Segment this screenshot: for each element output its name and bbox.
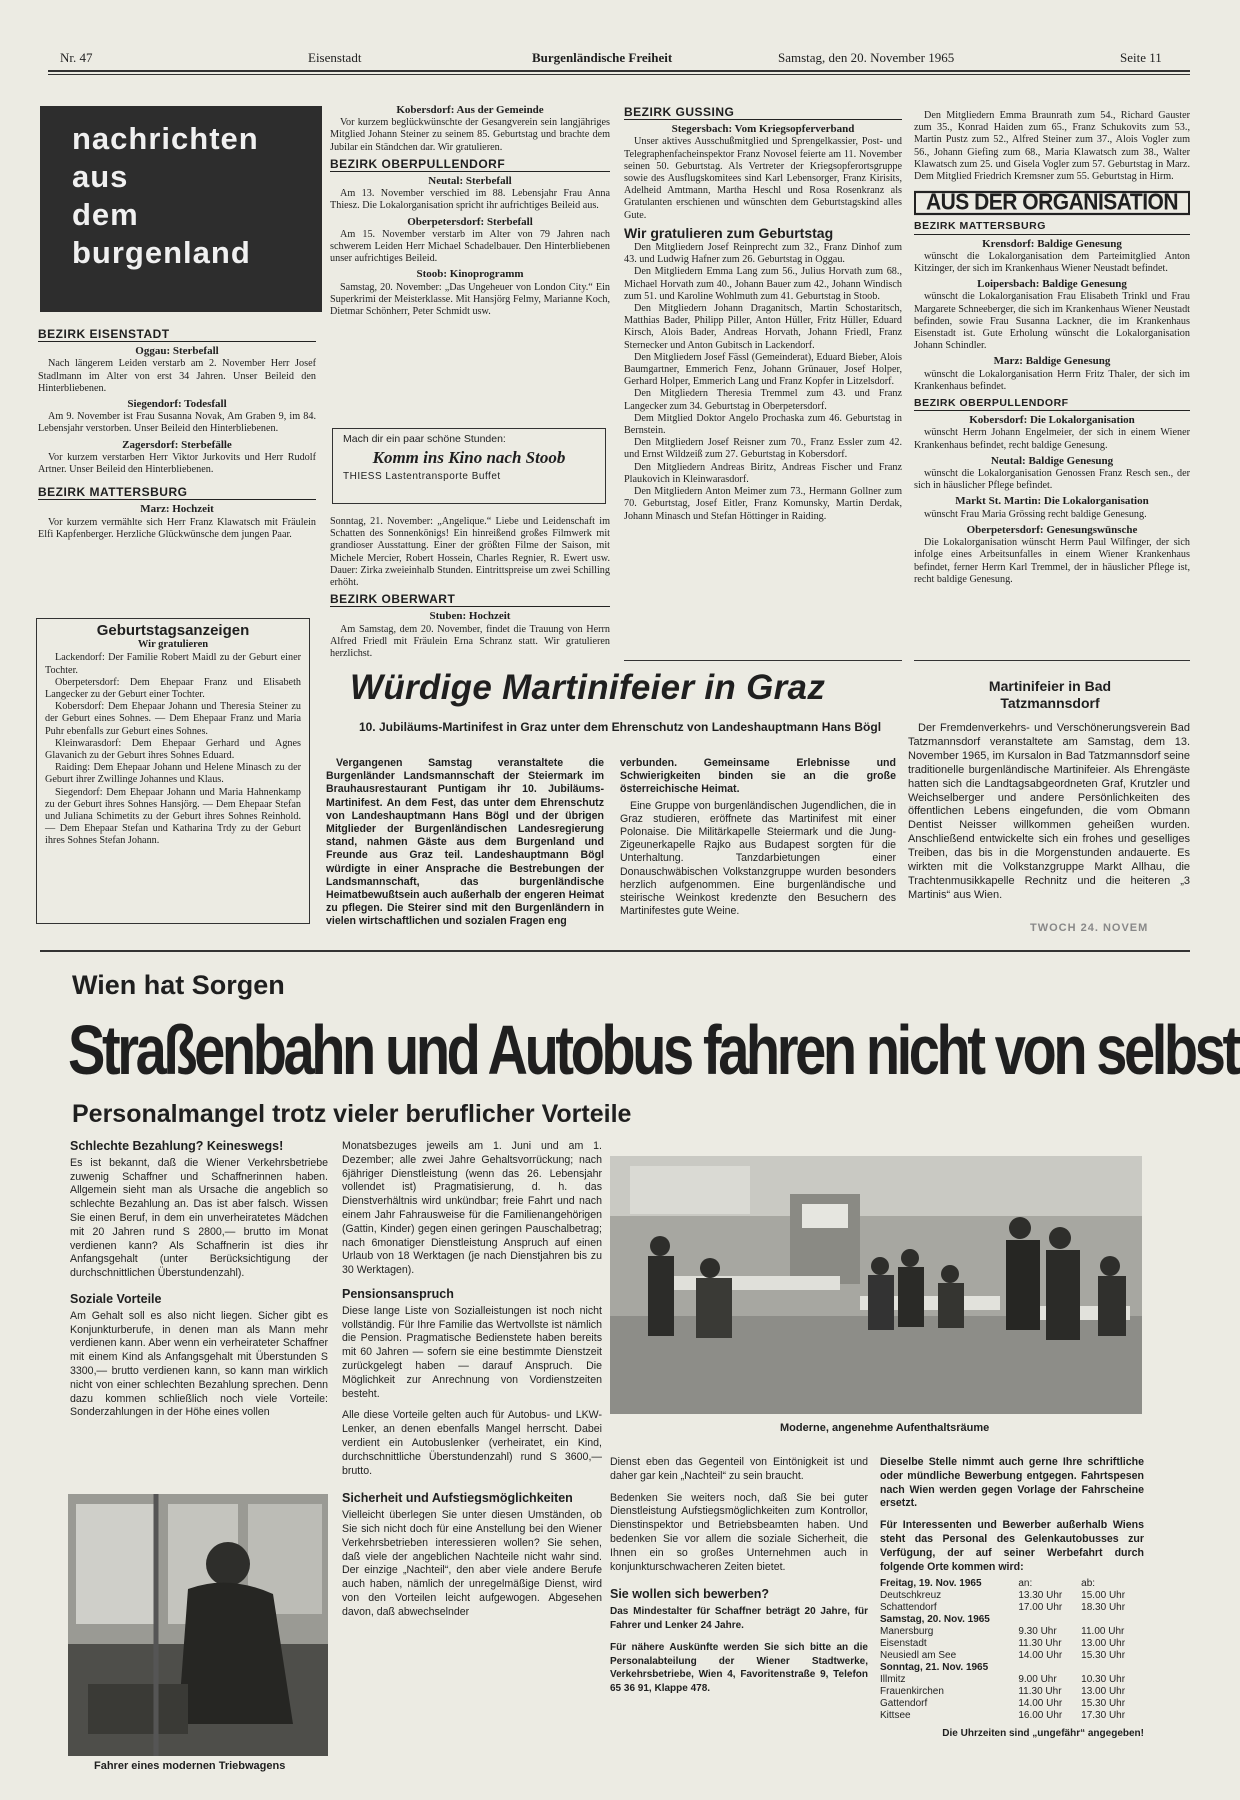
ad-line-3: THIESS Lastentransporte Buffet (343, 471, 501, 482)
schedule-row (880, 1650, 1144, 1662)
section-eisenstadt: BEZIRK EISENSTADT (38, 328, 316, 342)
birth-notices-sub: Wir gratulieren (137, 639, 209, 651)
masthead-line-3: dem (72, 197, 139, 232)
tatz-stamp: TWOCH 24. NOVEM (1030, 922, 1149, 934)
text-interessenten: Für Interessenten und Bewerber außerhalb Wiens steht das Personal des Gelenkautobusses zur Verfügung, der auf seiner Werbefahrt durch folgende Orte kommen wird: (880, 1519, 1144, 1573)
schedule-day: Sonntag, 21. Nov. 1965 (880, 1662, 989, 1674)
text-soziale-vorteile: Am Gehalt soll es also nicht liegen. Sicher gibt es Konjunkturberufe, in denen man als Mann mehr verdienen kann. Aber wenn ein verheirateter Schaffner mit einem Kind als Anfangsgehalt mit Überstunden S 3300,— brutto verdienen kann, so kann man wirklich nicht von einer schlechten Bezahlung sprechen. Denn dazu kommen schließlich noch viele Vorteile: Sonderzahlungen in der Höhe eines vollen (70, 1309, 328, 1419)
schedule-place: Kittsee (880, 1710, 911, 1722)
schedule-day: Samstag, 20. Nov. 1965 (880, 1614, 990, 1626)
heading-oberpetersdorf: Oberpetersdorf: Sterbefall (407, 215, 533, 228)
org-title: AUS DER ORGANISATION (914, 191, 1190, 215)
wien-headline: Straßenbahn und Autobus fahren nicht von selbst (68, 1010, 1238, 1089)
birthday-entry: Dem Mitglied Doktor Angelo Prochaska zum 46. Geburtstag in Bernstein. (624, 412, 902, 437)
column-4 (914, 110, 1190, 586)
heading-siegendorf: Siegendorf: Todesfall (127, 398, 227, 411)
text-col4-top: Den Mitgliedern Emma Braunrath zum 54., Richard Gauster zum 35., Konrad Haiden zum 65., Franz Schukovits zum 53., Martin Pustz zum 52., Alfred Steiner zum 37., Alois Vogler zum 56., Johann Giefing zum 68., Maria Klawatsch zum 38., Walter Klawatsch zum 25. und Gisela Vogler zum 57. Geburtstag in Marz. Dem Mitglied Friedrich Kremsner zum 55. Geburtstag in Hirm. (914, 110, 1190, 183)
schedule-ab: 13.00 Uhr (1081, 1638, 1126, 1650)
schedule-ab: 13.00 Uhr (1081, 1686, 1126, 1698)
schedule-an: 14.00 Uhr (1018, 1698, 1063, 1710)
text-stuben: Am Samstag, dem 20. November, findet die Trauung von Herrn Alfred Friedl mit Fräulein Erna Schranz statt. Wir gratulieren herzlichst. (330, 623, 610, 660)
graz-left-text: Vergangenen Samstag veranstaltete die Burgenländer Landsmannschaft der Steiermark im Brauhausrestaurant Puntigam ihr 10. Jubiläums-Martinifest. An dem Fest, das unter dem Ehrenschutz von Landeshauptmann Hans Bögl und der übrigen Mitglieder der Burgenländischen Landesregierung stand, nahmen Gäste aus dem Burgenland und Freunde aus Graz teil. Landeshauptmann Bögl würdigte in einer Ansprache die Bestrebungen der Landsmannschaft, das burgenländische Heimatbewußtsein auch außerhalb der engeren Heimat zu pflegen. Die Steirer sind mit den Burgenländern in vielen wirtschaftlichen und sozialen Fragen eng (326, 757, 604, 928)
schedule-an: 13.30 Uhr (1018, 1590, 1063, 1602)
text-neutal: Am 13. November verschied im 88. Lebensjahr Frau Anna Thiesz. Die Lokalorganisation spricht ihr aufrichtiges Beileid aus. (330, 188, 610, 212)
schedule-an: 16.00 Uhr (1018, 1710, 1063, 1722)
birth-notice: Lackendorf: Der Familie Robert Maidl zu der Geburt einer Tochter. (45, 652, 301, 676)
text-krensdorf: wünscht die Lokalorganisation dem Parteimitglied Anton Kitzinger, der sich im Krankenhaus Wiener Neustadt befindet. (914, 250, 1190, 275)
text-lenker: Alle diese Vorteile gelten auch für Autobus- und LKW-Lenker, an denen ebenfalls Mangel herrscht. Dabei verdient ein Autobuslenker (verheiratet, ein Kind, durchschnittliche Überstundenzahl) rund S 3600,— brutto. (342, 1409, 602, 1477)
schedule-place: Frauenkirchen (880, 1686, 944, 1698)
wien-col-2 (342, 1140, 602, 1620)
heading-bezahlung: Schlechte Bezahlung? Keineswegs! (70, 1139, 284, 1153)
heading-sicherheit: Sicherheit und Aufstiegsmöglichkeiten (342, 1491, 573, 1506)
schedule-an: 11.30 Uhr (1018, 1686, 1062, 1698)
text-pension: Diese lange Liste von Sozialleistungen ist noch nicht vollständig. Für Ihre Familie das Wertvollste ist nämlich die Pension. Pragmatische Bedienstete haben bereits mit 60 Jahren — sofern sie eine bestimmte Dienstzeit zurückgelegt haben — darauf Anspruch. Die Möglichkeit zur Anrechnung von Vordienstzeiten besteht. (342, 1304, 602, 1400)
heading-neutal-org: Neutal: Baldige Genesung (990, 454, 1114, 467)
heading-marz: Marz: Hochzeit (140, 503, 214, 516)
text-oberpetersdorf-org: Die Lokalorganisation wünscht Herrn Paul Wilfinger, der sich infolge eines Arbeitsunfalles in einem Wiener Krankenhaus befindet, ferner Herrn Karl Tremmel, der in häuslicher Pflege ist, recht baldige Genesung. (914, 537, 1190, 585)
heading-markt-st-martin: Markt St. Martin: Die Lokalorganisation (955, 495, 1149, 508)
heading-stoob: Stoob: Kinoprogramm (416, 268, 524, 281)
schedule-place: Manersburg (880, 1626, 934, 1638)
issue-number: Nr. 47 (60, 50, 93, 65)
section-mattersburg-org: BEZIRK MATTERSBURG (914, 220, 1190, 234)
graz-right-p1: verbunden. Gemeinsame Erlebnisse und Schwierigkeiten binden sie an die große österreichische Heimat. (620, 757, 896, 796)
schedule-ab-label: ab: (1081, 1578, 1096, 1590)
section-gussing: BEZIRK GUSSING (624, 106, 902, 120)
ad-line-2: Komm ins Kino nach Stoob (372, 448, 566, 467)
heading-oggau: Oggau: Sterbefall (135, 345, 219, 358)
schedule-row (880, 1602, 1144, 1614)
text-marz-org: wünscht die Lokalorganisation Herrn Fritz Thaler, der sich im Krankenhaus befindet. (914, 368, 1190, 392)
heading-stegersbach: Stegersbach: Vom Kriegsopferverband (671, 123, 855, 136)
schedule-ab: 18.30 Uhr (1081, 1602, 1126, 1614)
masthead-block (40, 106, 322, 312)
page-header (60, 48, 1180, 68)
schedule-row (880, 1710, 1144, 1722)
schedule-ab: 10.30 Uhr (1081, 1674, 1126, 1686)
birth-notices-title: Geburtstagsanzeigen (96, 622, 250, 639)
schedule-an: 9.00 Uhr (1018, 1674, 1057, 1686)
birthday-entry: Den Mitgliedern Johann Draganitsch, Martin Schostaritsch, Matthias Bader, Philipp Piller, Anton Hüller, Fritz Hüller, Eduard Kirsch, Alois Bader, Andreas Horvath, Johann Friedl, Franz Sternecker und Anton Gubitsch in Lackendorf. (624, 303, 902, 351)
birth-notice: Raiding: Dem Ehepaar Johann und Helene Minasch zu der Geburt ihrer Zwillinge Johannes und Klaus. (45, 762, 301, 786)
heading-kobersdorf-org: Kobersdorf: Die Lokalorganisation (969, 414, 1135, 427)
text-mindestalter: Das Mindestalter für Schaffner beträgt 20 Jahre, für Fahrer und Lenker 24 Jahre. (610, 1606, 868, 1631)
schedule-ab: 15.30 Uhr (1081, 1650, 1126, 1662)
masthead-line-4: burgenland (72, 235, 251, 270)
wien-kicker: Wien hat Sorgen (72, 970, 285, 1000)
graz-right-p2: Eine Gruppe von burgenländischen Jugendlichen, die in Graz studieren, eröffnete das Martinifest mit einer Polonaise. Die Militärkapelle Steiermark und die Jung-Zigeunerkapelle Rajko aus Budapest sorgten für die Unterhaltung. Tanzdarbietungen einer Donauschwäbischen Volkstanzgruppe wurden besonders herzlich aufgenommen. Eine burgenländische und steirische Weinkost kredenzte den Besuchern des Martinifestes gute Weine. (620, 799, 896, 918)
text-markt-st-martin: wünscht Frau Maria Grössing recht baldige Genesung. (924, 508, 1147, 520)
text-bezahlung: Es ist bekannt, daß die Wiener Verkehrsbetriebe zuwenig Schaffner und Schaffnerinnen haben. Allgemein sieht man als Ursache die angeblich so schlechte Bezahlung an. Das ist aber falsch. Wissen Sie einen Beruf, in dem ein unverheiratetes Mädchen mit 20 Jahren rund S 2800,— brutto im Monat verdienen kann? Als Schaffnerin ist dies ihr Anfangsgehalt (unter Berücksichtigung der durchschnittlichen Überstundenzahl). (70, 1156, 328, 1280)
text-marz: Vor kurzem vermählte sich Herr Franz Klawatsch mit Fräulein Elfi Kapfenberger. Herzliche Glückwünsche dem jungen Paar. (38, 516, 316, 540)
text-bewerbung: Dieselbe Stelle nimmt auch gerne Ihre schriftliche oder mündliche Bewerbung entgegen. Fahrtspesen nach Wien werden gegen Vorlage der Fahrscheine ersetzt. (880, 1456, 1144, 1510)
schedule-place: Schattendorf (880, 1602, 937, 1614)
heading-oberpetersdorf-org: Oberpetersdorf: Genesungswünsche (966, 523, 1138, 536)
photo-lounge (610, 1156, 1142, 1414)
heading-kobersdorf: Kobersdorf: Aus der Gemeinde (396, 104, 544, 116)
text-zagersdorf: Vor kurzem verstarben Herr Viktor Jurkovits und Herr Rudolf Artner. Unser Beileid den Hinterbliebenen. (38, 451, 316, 476)
text-oggau: Nach längerem Leiden verstarb am 2. November Herr Josef Stadlmann im Alter von erst 34 Jahren. Unser Beileid den Hinterbliebenen. (38, 358, 316, 394)
birthday-entry: Den Mitgliedern Josef Reinprecht zum 32., Franz Dinhof zum 43. und Ludwig Hafner zum 26. Geburtstag in Oggau. (624, 242, 902, 266)
schedule-row (880, 1674, 1144, 1686)
birthday-entry: Den Mitgliedern Josef Reisner zum 70., Franz Essler zum 42. und Ernst Wildzeiß zum 27. Geburtstag in Kobersdorf. (624, 437, 902, 461)
section-divider (40, 950, 1190, 952)
schedule-ab: 17.30 Uhr (1081, 1710, 1126, 1722)
masthead-line-1: nachrichten (72, 121, 259, 156)
graz-right-text (620, 757, 896, 918)
birthday-entry: Den Mitgliedern Andreas Biritz, Andreas Fischer und Franz Plaukovich in Kleinwarasdorf. (624, 461, 902, 485)
text-kobersdorf-org: wünscht Herrn Johann Engelmeier, der sich in einem Wiener Krankenhaus befindet, recht baldige Genesung. (914, 427, 1190, 451)
heading-stuben: Stuben: Hochzeit (429, 610, 511, 623)
schedule-row (880, 1590, 1144, 1602)
text-dienst: Dienst eben das Gegenteil von Eintönigkeit ist und daher gar kein „Nachteil“ zu sein braucht. (610, 1456, 868, 1482)
text-loipersbach: wünscht die Lokalorganisation Frau Elisabeth Trinkl und Frau Margarete Schneeberger, die sich im Krankenhaus Wiener Neustadt befinden, sowie Frau Susanna Lackner, die im Krankenhaus Eisenstadt ist. Gute Erholung wünscht die Lokalorganisation Johann Schindler. (914, 291, 1190, 352)
schedule-row (880, 1638, 1144, 1650)
column-2 (330, 104, 610, 318)
header-rule-thin (48, 74, 1190, 75)
section-oberwart: BEZIRK OBERWART (330, 593, 610, 607)
graz-headline: Würdige Martinifeier in Graz (350, 668, 826, 707)
text-siegendorf: Am 9. November ist Frau Susanna Novak, Am Graben 9, im 84. Lebensjahr verstorben. Unser Beileid den Hinterbliebenen. (38, 411, 316, 435)
schedule-place: Eisenstadt (880, 1638, 927, 1650)
birth-notice: Kleinwarasdorf: Dem Ehepaar Gerhard und Agnes Glavanich zu der Geburt ihres Sohnes Eduard. (45, 737, 301, 762)
lounge-illustration (610, 1156, 1142, 1414)
birth-notice: Kobersdorf: Dem Ehepaar Johann und Theresia Steiner zu der Geburt eines Sohnes. — Dem Ehepaar Franz und Maria Puhr ebenfalls zur Geburt eines Sohnes. (45, 701, 301, 737)
heading-soziale-vorteile: Soziale Vorteile (70, 1291, 162, 1306)
schedule-an: 9.30 Uhr (1018, 1626, 1057, 1638)
schedule-row (880, 1698, 1144, 1710)
column-3 (624, 104, 902, 523)
heading-pension: Pensionsanspruch (342, 1286, 454, 1301)
text-kobersdorf: Vor kurzem beglückwünschte der Gesangverein sein langjähriges Mitglied Johann Steiner zu seinem 85. Geburtstag und brachte dem Jubilar ein Ständchen dar. Wir gratulieren. (330, 117, 610, 153)
text-stoob-1: Samstag, 20. November: „Das Ungeheuer von London City.“ Ein Superkrimi der Meisterklasse. Mit Hansjörg Felmy, Marianne Koch, Dietmar Schönherr, Peter Schmidt usw. (330, 281, 610, 318)
wien-col-3 (610, 1456, 868, 1696)
column-1 (38, 324, 316, 541)
page-number: Seite 11 (1120, 50, 1162, 65)
masthead-line-2: aus (72, 159, 129, 194)
wien-subhead: Personalmangel trotz vieler beruflicher Vorteile (72, 1100, 632, 1128)
text-stegersbach: Unser aktives Ausschußmitglied und Sprengelkassier, Post- und Telegraphenfacheinspektor Franz Novosel feierte am 11. November seinen 50. Geburtstag. Als Vertreter der Kriegsopferortsgruppe sowie des Ausflugskomitees sind Karl Lebensorger, Franz Kirisits, Adelheid Amtmann, Martha Heschl und Rosa Rosenkranz als Gratulanten erschienen und wünschten dem Geburtstagskind alles Gute. (624, 136, 902, 221)
schedule-an: 14.00 Uhr (1018, 1650, 1063, 1662)
schedule-footnote: Die Uhrzeiten sind „ungefähr“ angegeben! (942, 1728, 1144, 1740)
birth-notice: Siegendorf: Dem Ehepaar Johann und Maria Hahnenkamp zu der Geburt ihres Sohnes Hansjörg. — Dem Ehepaar Stefan und Juliana Schimetits zu der Geburt ihres Sohnes Reinhold. — Dem Ehepaar Stefan und Katharina Trdy zu der Geburt ihres Sohnes Stefan Johann. (45, 786, 301, 847)
birthday-entry: Den Mitgliedern Emma Lang zum 56., Julius Horvath zum 68., Michael Horvath zum 40., Johann Bauer zum 42., Johann Windisch zum 51. und Karoline Wohlmuth zum 41. Geburtstag in Stoob. (624, 266, 902, 302)
column-2-lower (330, 516, 610, 660)
schedule-ab: 15.00 Uhr (1081, 1590, 1126, 1602)
photo1-caption: Fahrer eines modernen Triebwagens (94, 1760, 286, 1772)
schedule-table (880, 1578, 1144, 1722)
text-sicherheit: Vielleicht überlegen Sie unter diesen Umständen, ob Sie sich nicht doch für eine Anstellung bei den Wiener Verkehrsbetrieben interessieren wollen? Sie sehen, daß viele der angeblichen Nachteile nicht wahr sind. Der einzige „Nachteil“, den aber viele andere Berufe auch haben, nämlich der unregelmäßige Dienst, wird von den Vorteilen leicht aufgewogen. Abgesehen davon, daß abwechselnder (342, 1509, 602, 1618)
tatz-text: Der Fremdenverkehrs- und Verschönerungsverein Bad Tatzmannsdorf veranstaltete am Samstag, dem 13. November 1965, im Kursalon in Bad Tatzmannsdorf seine traditionelle burgenländische Martinifeier. Als Ehrengäste hatten sich die Landtagsabgeordneten Graf, Krutzler und Weichselberger und andere Persönlichkeiten des öffentlichen Lebens eingefunden, die vom Obmann Dentist Neisser willkommen geheißen wurden. Anschließend entwickelte sich ein frohes und geselliges Treiben, das bis in die Morgenstunden andauerte. Es wirkten mit die Volkstanzgruppe Markt Allhau, die Trachtenmusikkapelle Rechnitz und die heiteren „3 Martinis“ aus Wien. (908, 722, 1190, 901)
cinema-ad (332, 428, 606, 504)
schedule-an-label: an: (1018, 1578, 1033, 1590)
heading-neutal: Neutal: Sterbefall (428, 175, 512, 188)
text-neutal-org: wünscht die Lokalorganisation Genossen Franz Resch sen., der sich in häuslicher Pflege befindet. (914, 468, 1190, 492)
tram-driver-illustration (68, 1494, 328, 1756)
schedule-place: Deutschkreuz (880, 1590, 942, 1602)
col4-bottom-rule (914, 660, 1190, 661)
photo-tram-driver (68, 1494, 328, 1756)
header-rule (48, 70, 1190, 72)
birth-notice: Oberpetersdorf: Dem Ehepaar Franz und Elisabeth Langecker zu der Geburt einer Tochter. (45, 676, 301, 701)
birthday-entry: Den Mitgliedern Theresia Tremmel zum 43. und Franz Langecker zum 34. Geburtstag in Oberpetersdorf. (624, 388, 902, 412)
birthday-entry: Den Mitgliedern Anton Meimer zum 73., Hermann Gollner zum 70. Geburtstag, Josef Eitler, Franz Komunsky, Martin Derdak, Johann Minasch und Stefan Höttinger in Raiding. (624, 486, 902, 522)
ad-line-1: Mach dir ein paar schöne Stunden: (343, 433, 506, 445)
section-mattersburg: BEZIRK MATTERSBURG (38, 486, 316, 500)
header-date: Samstag, den 20. November 1965 (778, 50, 955, 65)
section-oberpullendorf-org: BEZIRK OBERPULLENDORF (914, 397, 1190, 411)
birth-notices-box (36, 618, 310, 924)
heading-marz-org: Marz: Baldige Genesung (993, 355, 1111, 368)
schedule-row (880, 1686, 1144, 1698)
schedule-place: Neusiedl am See (880, 1650, 957, 1662)
birthday-entry: Den Mitgliedern Josef Fässl (Gemeinderat), Eduard Bieber, Alois Baumgartner, Emmerich Fenz, Johann Grünauer, Josef Holper, Gerhard Holper, Emmerich Lang und Franz Kopfer in Litzelsdorf. (624, 351, 902, 388)
photo2-caption: Moderne, angenehme Aufenthaltsräume (780, 1422, 990, 1434)
schedule-row (880, 1626, 1144, 1638)
heading-zagersdorf: Zagersdorf: Sterbefälle (122, 438, 232, 451)
wien-col-4 (880, 1456, 1144, 1741)
schedule-day: Freitag, 19. Nov. 1965 (880, 1578, 982, 1590)
text-monatsbezug: Monatsbezuges jeweils am 1. Juni und am 1. Dezember; alle zwei Jahre Gehaltsvorrückung; nach 6jähriger Dienstleistung (wenn das 26. Lebensjahr vollendet ist) Pragmatisierung, d. h. das Dienstverhältnis wird unkündbar; freie Fahrt und nach einem Jahr Fahrausweise für die Familienangehörigen (Gattin, Kinder) gegen einen geringen Pauschalbetrag; nach 6monatiger Dienstleistung Anspruch auf einen Urlaub von 18 Werktagen (je nach Dienstjahren bis zu 30 Werktagen). (342, 1140, 602, 1277)
graz-subhead: 10. Jubiläums-Martinifest in Graz unter dem Ehrenschutz von Landeshauptmann Hans Bögl (358, 720, 882, 734)
text-aufstieg: Bedenken Sie weiters noch, daß Sie bei guter Dienstleistung Aufstiegsmöglichkeiten zum Kontrollor, Dienstinspektor und Betriebsbeamten haben. Und bedenken Sie vor allem die soziale Sicherheit, die Ihnen ein so großes Unternehmen auch in konjunkturschwacheren Zeiten bietet. (610, 1491, 868, 1573)
schedule-place: Illmitz (880, 1674, 906, 1686)
heading-krensdorf: Krensdorf: Baldige Genesung (982, 237, 1122, 250)
schedule-ab: 15.30 Uhr (1081, 1698, 1126, 1710)
schedule-an: 17.00 Uhr (1018, 1602, 1063, 1614)
schedule-place: Gattendorf (880, 1698, 928, 1710)
wien-col-1 (70, 1140, 328, 1420)
header-town: Eisenstadt (308, 50, 362, 65)
paper-name: Burgenländische Freiheit (532, 50, 673, 65)
col3-bottom-rule (624, 660, 902, 661)
text-stoob-2: Sonntag, 21. November: „Angelique.“ Liebe und Leidenschaft im Schatten des Sonnenkönigs! Ein hinreißend großes Filmwerk mit grandioser Ausstattung. Einer der größten Filme der Saison, mit Michele Mercier, Robert Hossein, Charles Regnier, R. Ewert usw. Dauer: Zirka zweieinhalb Stunden. Eintrittspreise um zwei Schilling erhöht. (330, 516, 610, 589)
tatz-headline: Martinifeier in Bad Tatzmannsdorf (988, 678, 1112, 711)
text-oberpetersdorf: Am 15. November verstarb im Alter von 79 Jahren nach schwerem Leiden Herr Michael Schadelbauer. Den Hinterbliebenen unser aufrichtiges Beileid. (330, 228, 610, 265)
schedule-ab: 11.00 Uhr (1081, 1626, 1125, 1638)
section-oberpullendorf: BEZIRK OBERPULLENDORF (330, 158, 610, 172)
heading-loipersbach: Loipersbach: Baldige Genesung (977, 278, 1127, 291)
heading-bewerben: Sie wollen sich bewerben? (610, 1587, 770, 1602)
heading-wir-gratulieren: Wir gratulieren zum Geburtstag (624, 224, 834, 241)
text-auskuenfte: Für nähere Auskünfte werden Sie sich bitte an die Personalabteilung der Wiener Stadtwerke, Verkehrsbetriebe, Wien 4, Favoritenstraße 9, Telefon 65 36 91, Klappe 478. (610, 1641, 868, 1695)
schedule-an: 11.30 Uhr (1018, 1638, 1062, 1650)
